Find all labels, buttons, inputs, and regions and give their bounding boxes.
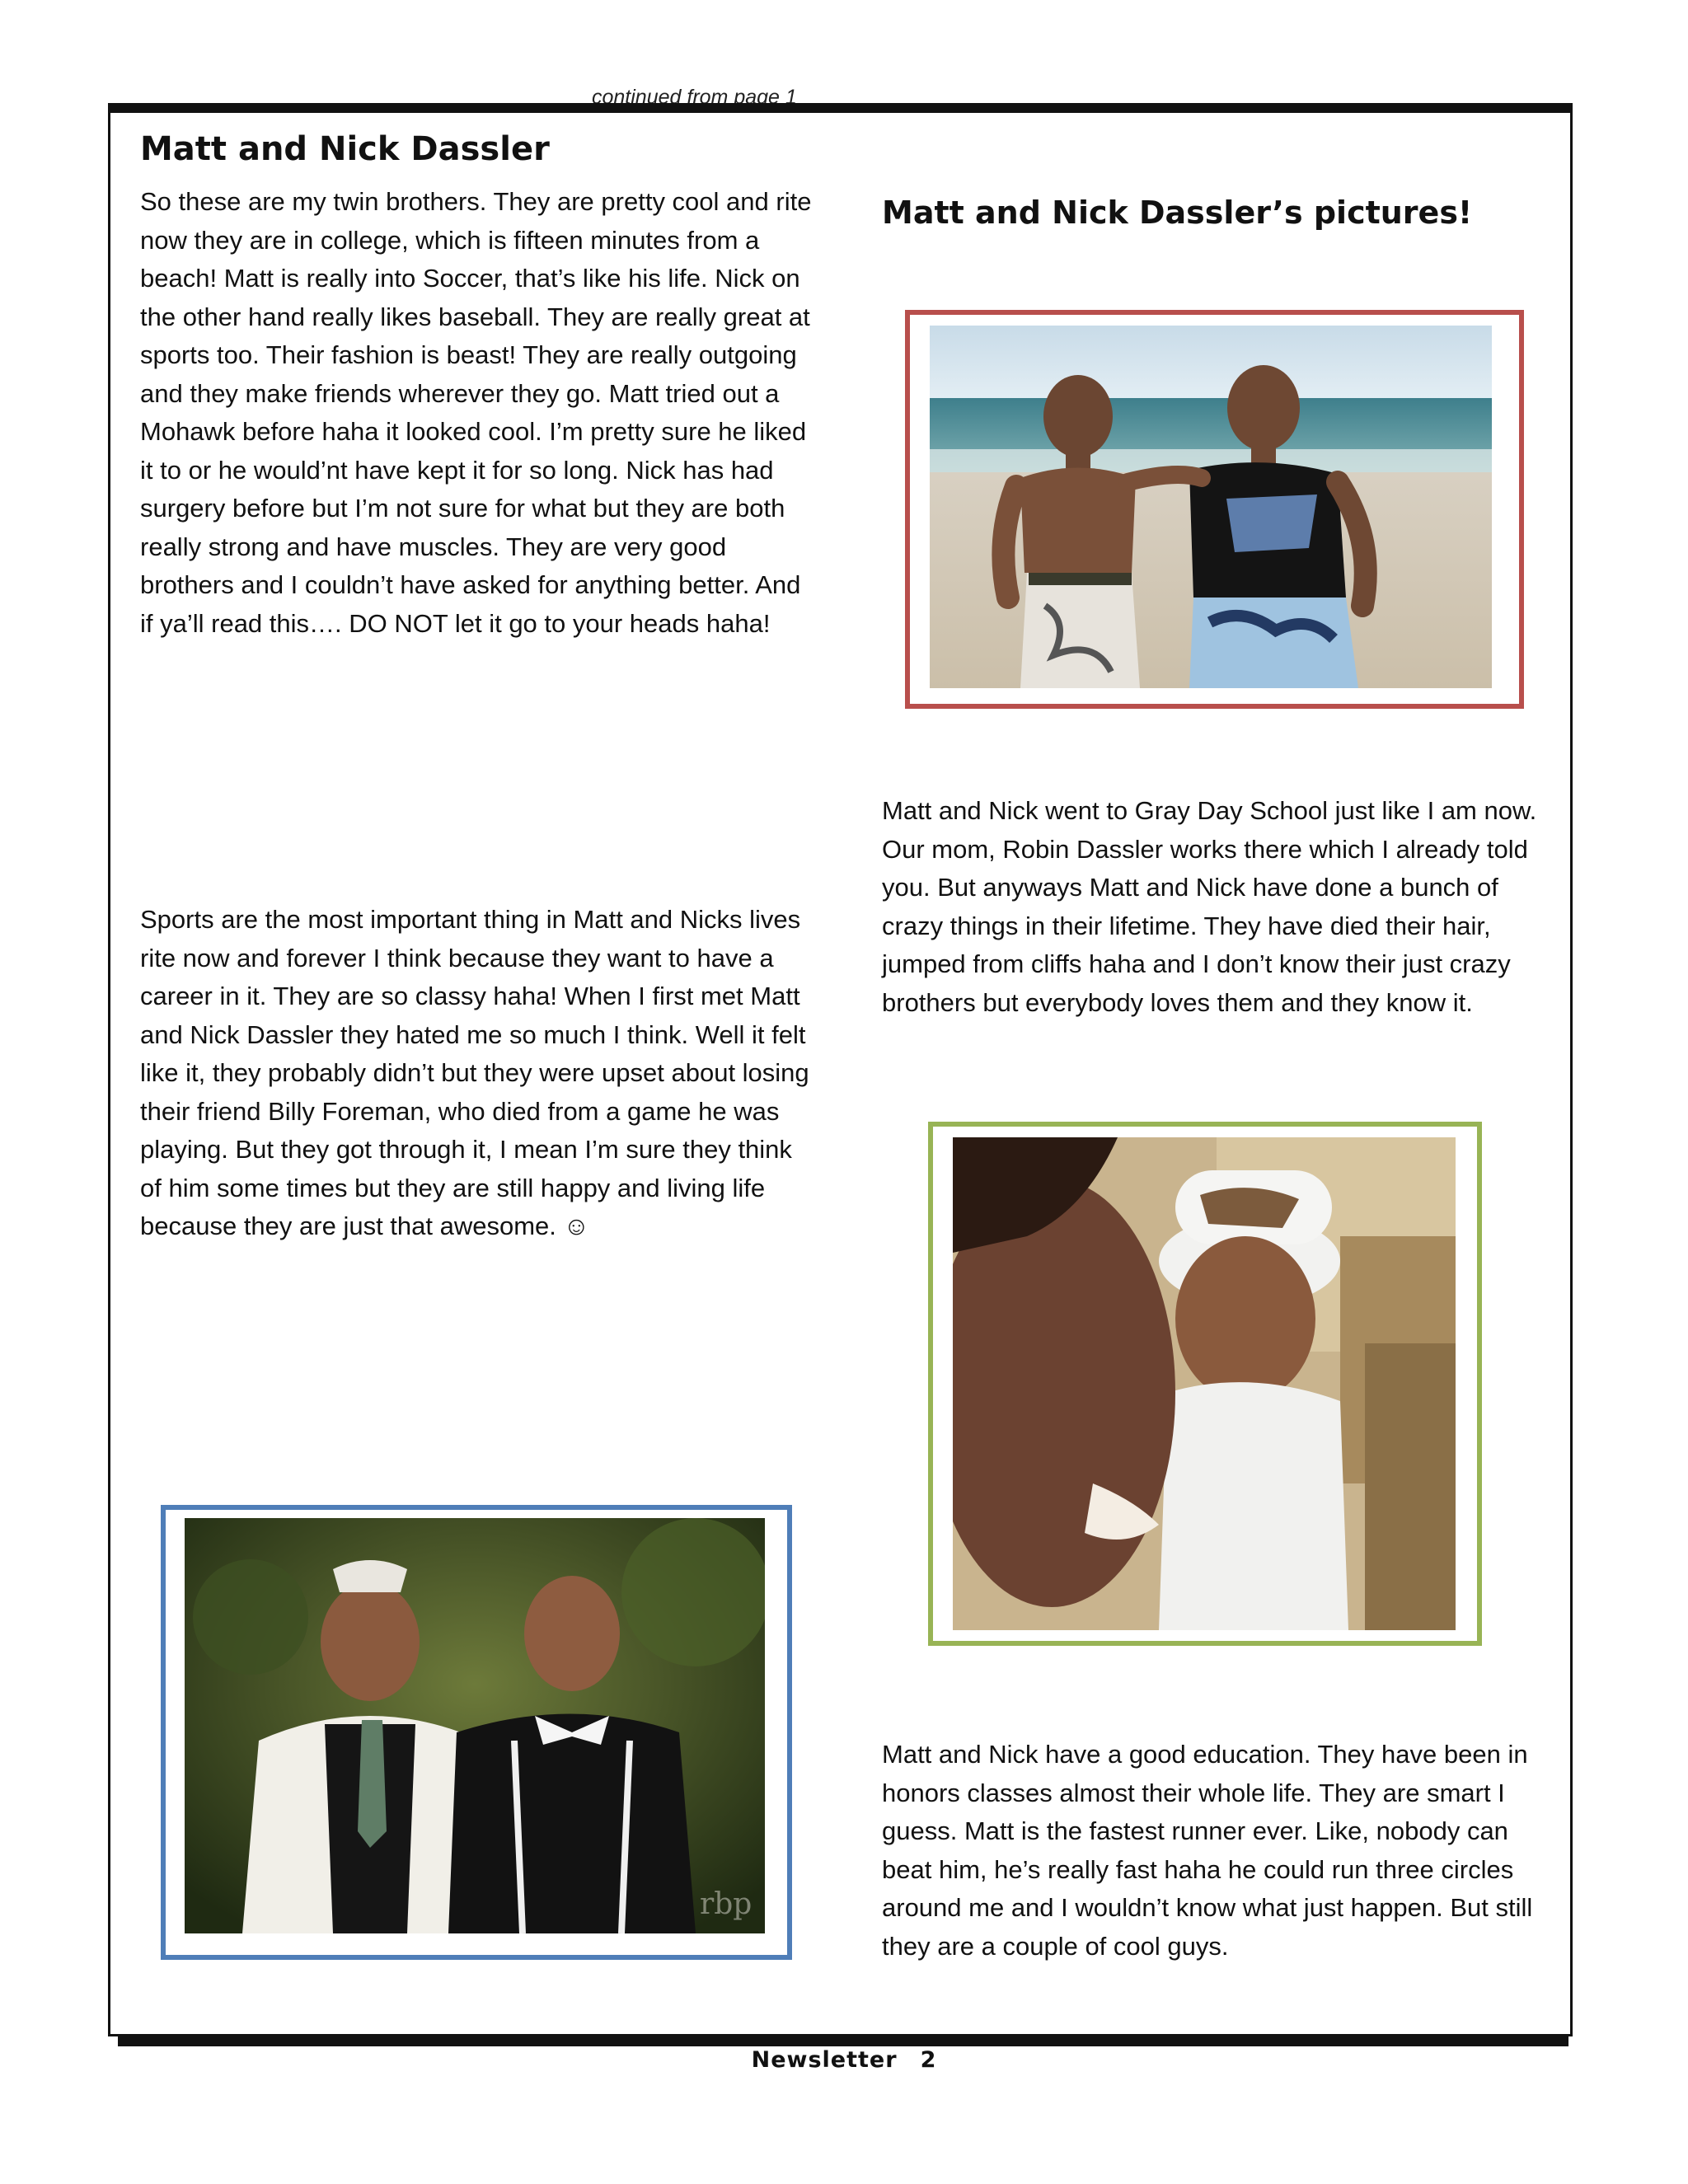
car-photo bbox=[953, 1137, 1456, 1630]
prom-photo bbox=[185, 1518, 765, 1933]
beach-photo bbox=[930, 326, 1492, 688]
article-title: Matt and Nick Dassler bbox=[140, 130, 550, 168]
paragraph-education: Matt and Nick have a good education. They have been in honors classes almost their whole life. They are smart I guess. Matt is the fastest runner ever. Like, nobody can beat him, he’s really fast haha he could run three circles around me and I wouldn’t know what just happen. But still they are a couple of cool guys. bbox=[882, 1740, 1533, 1961]
paragraph-intro: So these are my twin brothers. They are pretty cool and rite now they are in college, which is fifteen minutes from a beach! Matt is really into Soccer, that’s like his life. Nick on the other hand really likes baseball. They are really great at sports too. Their fashion is beast! They are really outgoing and they make friends wherever they go. Matt tried out a Mohawk before haha it looked cool. I’m pretty sure he liked it to or he would’nt have kept it for so long. Nick has had surgery before but I’m not sure for what but they are both really strong and have muscles. They are very good brothers and I couldn’t have asked for anything better. And if ya’ll read this…. DO NOT let it go to your heads haha! bbox=[140, 187, 812, 638]
paragraph-school: Matt and Nick went to Gray Day School just like I am now. Our mom, Robin Dassler works there which I already told you. But anyways Matt and Nick have done a bunch of crazy things in their lifetime. They have died their hair, jumped from cliffs haha and I don’t know their just crazy brothers but everybody loves them and they know it. bbox=[882, 796, 1537, 1017]
footer-label: Newsletter bbox=[751, 2047, 898, 2073]
prom-photo-watermark: rbp bbox=[700, 1887, 753, 1921]
pictures-heading: Matt and Nick Dassler’s pictures! bbox=[882, 194, 1473, 231]
footer-page-number: 2 bbox=[920, 2047, 937, 2073]
page-footer bbox=[0, 2047, 1688, 2073]
paragraph-sports: Sports are the most important thing in Matt and Nicks lives rite now and forever I think because they want to have a career in it. They are so classy haha! When I first met Matt and Nick Dassler they hated me so much I think. Well it felt like it, they probably didn’t but they were upset about losing their friend Billy Foreman, who died from a game he was playing. But they got through it, I mean I’m sure they think of him some times but they are still happy and living life because they are just that awesome. ☺ bbox=[140, 905, 809, 1240]
frame-bottom-bar bbox=[118, 2036, 1568, 2046]
continued-from-note: continued from page 1 bbox=[592, 86, 797, 109]
